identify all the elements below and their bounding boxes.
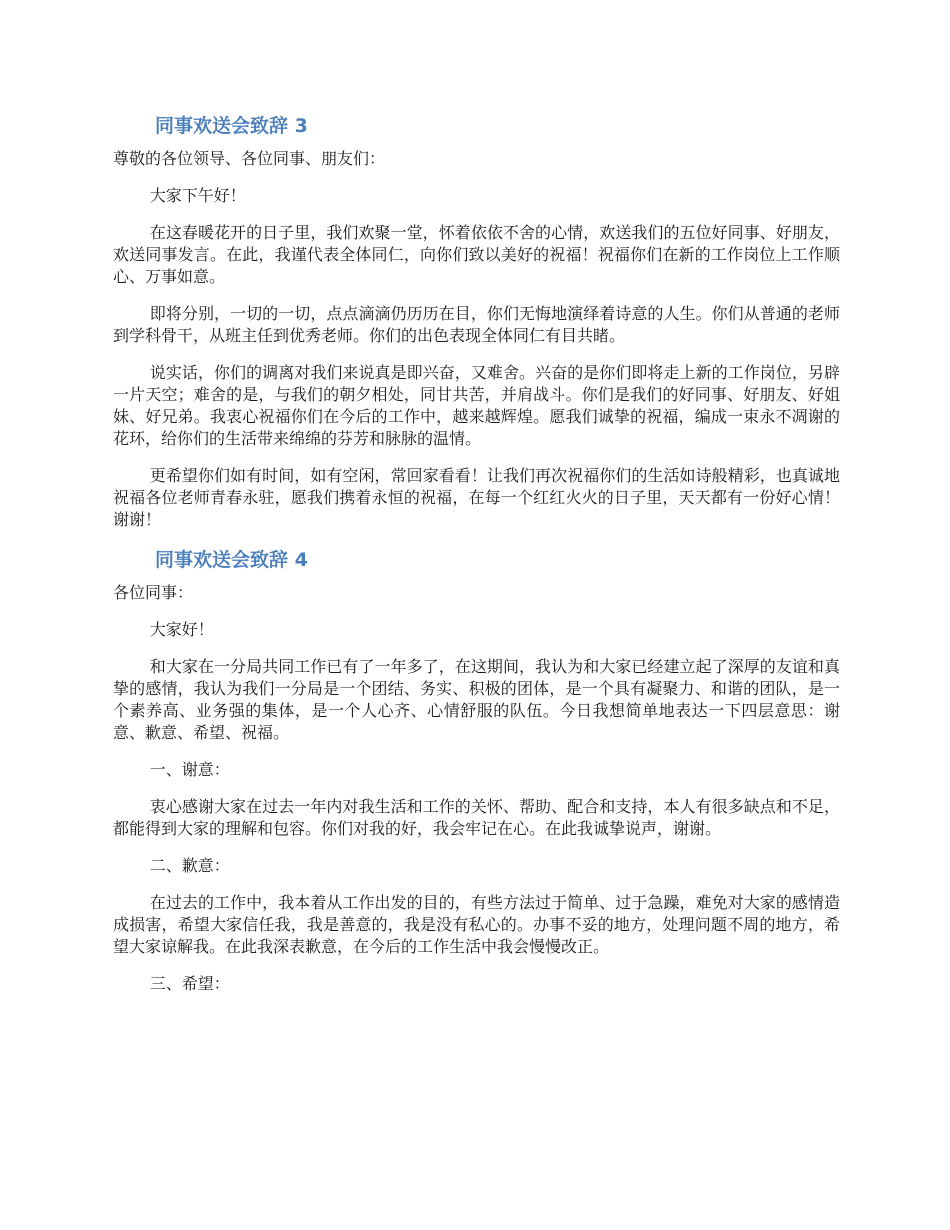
document-body xyxy=(113,112,840,1010)
paragraph: 大家下午好！ xyxy=(149,186,246,205)
paragraph: 说实话，你们的调离对我们来说真是即兴奋，又难舍。兴奋的是你们即将走上新的工作岗位，另辟一片天空；难舍的是，与我们的朝夕相处，同甘共苦，并肩战斗。你们是我们的好同事、好朋友、好姐妹、好兄弟。我衷心祝福你们在今后的工作中，越来越辉煌。愿我们诚挚的祝福，编成一束永不凋谢的花环，给你们的生活带来绵绵的芬芳和脉脉的温情。 xyxy=(113,363,840,448)
salutation: 各位同事： xyxy=(113,583,194,602)
paragraph: 和大家在一分局共同工作已有了一年多了，在这期间，我认为和大家已经建立起了深厚的友谊和真挚的感情，我认为我们一分局是一个团结、务实、积极的团体，是一个具有凝聚力、和谐的团队，是一个素养高、业务强的集体，是一个人心齐、心情舒服的队伍。今日我想简单地表达一下四层意思：谢意、歉意、希望、祝福。 xyxy=(113,657,840,742)
paragraph: 大家好！ xyxy=(149,620,214,639)
subheading-thanks: 一、谢意： xyxy=(149,760,230,779)
paragraph: 衷心感谢大家在过去一年内对我生活和工作的关怀、帮助、配合和支持，本人有很多缺点和不足，都能得到大家的理解和包容。你们对我的好，我会牢记在心。在此我诚挚说声，谢谢。 xyxy=(113,797,840,838)
paragraph: 在过去的工作中，我本着从工作出发的目的，有些方法过于简单、过于急躁，难免对大家的感情造成损害，希望大家信任我，我是善意的，我是没有私心的。办事不妥的地方，处理问题不周的地方，希望大家谅解我。在此我深表歉意，在今后的工作生活中我会慢慢改正。 xyxy=(113,893,840,956)
subheading-hope: 三、希望： xyxy=(149,974,230,993)
paragraph: 即将分别，一切的一切，点点滴滴仍历历在目，你们无悔地演绎着诗意的人生。你们从普通的老师到学科骨干，从班主任到优秀老师。你们的出色表现全体同仁有目共睹。 xyxy=(113,304,840,345)
paragraph: 在这春暖花开的日子里，我们欢聚一堂，怀着依依不舍的心情，欢送我们的五位好同事、好朋友，欢送同事发言。在此，我谨代表全体同仁，向你们致以美好的祝福！祝福你们在新的工作岗位上工作顺心、万事如意。 xyxy=(113,223,840,286)
subheading-apology: 二、歉意： xyxy=(149,856,230,875)
section-heading: 同事欢送会致辞 3 xyxy=(155,115,308,137)
section-heading: 同事欢送会致辞 4 xyxy=(155,549,308,571)
salutation: 尊敬的各位领导、各位同事、朋友们： xyxy=(113,149,386,168)
paragraph: 更希望你们如有时间，如有空闲，常回家看看！让我们再次祝福你们的生活如诗般精彩，也真诚地祝福各位老师青春永驻，愿我们携着永恒的祝福，在每一个红红火火的日子里，天天都有一份好心情！谢谢！ xyxy=(113,466,840,529)
